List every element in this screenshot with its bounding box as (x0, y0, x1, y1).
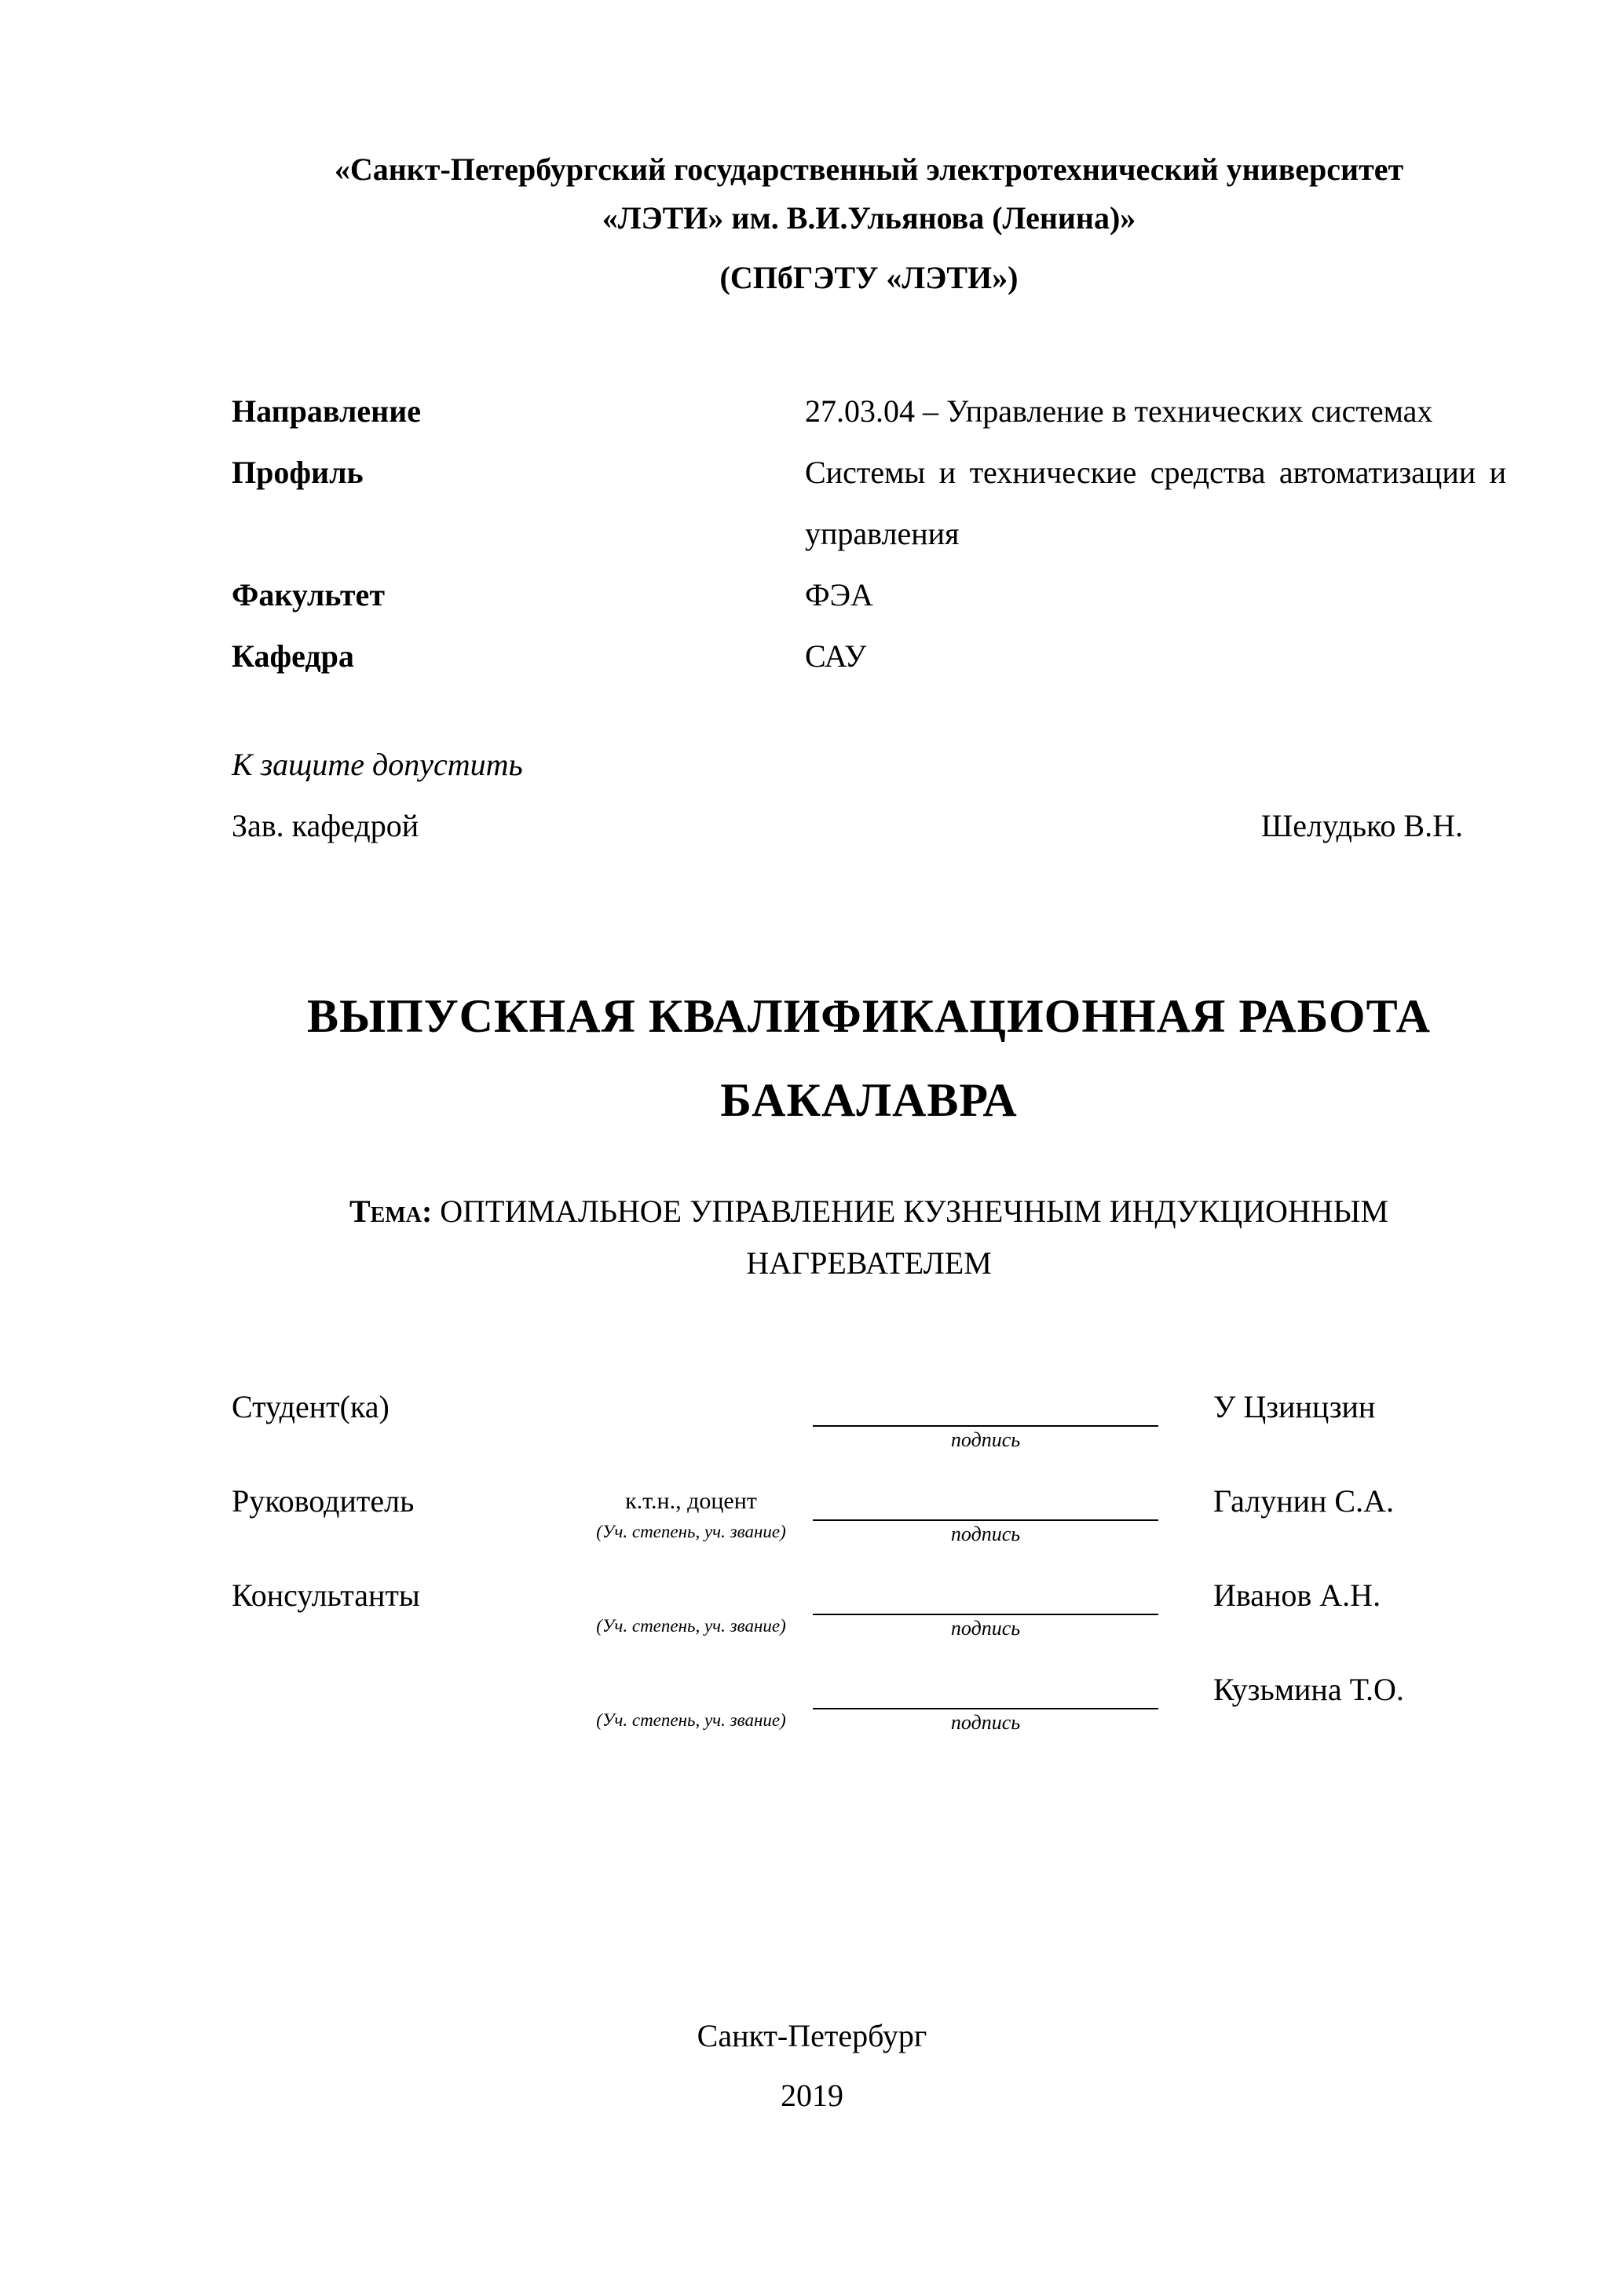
work-title-line1: ВЫПУСКНАЯ КВАЛИФИКАЦИОННАЯ РАБОТА (307, 990, 1431, 1042)
field-row-profile (232, 442, 1506, 565)
field-value-profile: Системы и технические средства автоматизации и управления (805, 455, 1506, 551)
signature-degree: к.т.н., доцент (625, 1488, 757, 1514)
field-label-direction: Направление (232, 393, 421, 429)
theme-text: ОПТИМАЛЬНОЕ УПРАВЛЕНИЕ КУЗНЕЧНЫМ ИНДУКЦИОННЫМ НАГРЕВАТЕЛЕМ (440, 1194, 1389, 1281)
signature-role: Руководитель (232, 1483, 415, 1519)
footer-block (0, 2006, 1624, 2126)
theme-block (232, 1186, 1506, 1289)
signature-name: Галунин С.А. (1213, 1483, 1394, 1519)
signature-degree-note: (Уч. степень, уч. звание) (596, 1522, 786, 1541)
work-title-line2: БАКАЛАВРА (720, 1074, 1018, 1126)
footer-year: 2019 (781, 2078, 843, 2113)
signature-name: У Цзинцзин (1213, 1389, 1376, 1424)
approval-name: Шелудько В.Н. (1260, 808, 1463, 843)
signature-line (813, 1670, 1158, 1709)
signature-line-cell (813, 1670, 1158, 1735)
approval-row (232, 795, 1506, 857)
signature-note: подпись (950, 1711, 1021, 1734)
university-name-line2: «ЛЭТИ» им. В.И.Ульянова (Ленина)» (602, 200, 1136, 236)
field-row-department (232, 626, 1506, 687)
signature-line-cell (813, 1576, 1158, 1640)
university-header (232, 145, 1506, 302)
field-row-direction (232, 381, 1506, 442)
field-value-department: САУ (805, 638, 867, 674)
signature-degree-cell (569, 1670, 813, 1731)
university-abbreviation: (СПбГЭТУ «ЛЭТИ») (719, 260, 1019, 295)
signature-note: подпись (950, 1617, 1021, 1640)
signature-degree (569, 1387, 813, 1427)
signatures-block (232, 1387, 1506, 1735)
signature-line (813, 1482, 1158, 1521)
signature-row-consultant-1 (232, 1576, 1506, 1640)
signature-line-cell (813, 1387, 1158, 1452)
field-value-faculty: ФЭА (805, 577, 873, 612)
field-row-faculty (232, 565, 1506, 626)
field-label-profile: Профиль (232, 455, 364, 490)
signature-role: Консультанты (232, 1578, 420, 1613)
field-label-faculty: Факультет (232, 577, 385, 612)
signature-degree-note: (Уч. степень, уч. звание) (596, 1616, 786, 1636)
signature-row-supervisor (232, 1482, 1506, 1546)
signature-name: Кузьмина Т.О. (1213, 1672, 1404, 1707)
signature-row-consultant-2 (232, 1670, 1506, 1735)
field-value-direction: 27.03.04 – Управление в технических системах (805, 393, 1433, 429)
signature-note: подпись (950, 1428, 1021, 1451)
signature-row-student (232, 1387, 1506, 1452)
signature-role: Студент(ка) (232, 1389, 390, 1424)
signature-degree-cell (569, 1576, 813, 1637)
signature-degree-note: (Уч. степень, уч. звание) (596, 1710, 786, 1730)
signature-degree (569, 1670, 813, 1709)
program-fields (232, 381, 1506, 687)
work-title (232, 974, 1506, 1143)
theme-label: Тема: (349, 1194, 433, 1229)
signature-line (813, 1387, 1158, 1427)
signature-degree-cell (569, 1387, 813, 1427)
approval-intro: К защите допустить (232, 747, 523, 782)
approval-block (232, 734, 1506, 857)
signature-line-cell (813, 1482, 1158, 1546)
signature-line (813, 1576, 1158, 1615)
signature-note: подпись (950, 1523, 1021, 1545)
field-label-department: Кафедра (232, 638, 354, 674)
footer-city: Санкт-Петербург (697, 2018, 927, 2053)
approval-position: Зав. кафедрой (232, 808, 419, 843)
signature-degree (569, 1576, 813, 1615)
signature-degree-cell (569, 1482, 813, 1543)
signature-name: Иванов А.Н. (1213, 1578, 1381, 1613)
university-name-line1: «Санкт-Петербургский государственный электротехнический университет (334, 152, 1404, 187)
